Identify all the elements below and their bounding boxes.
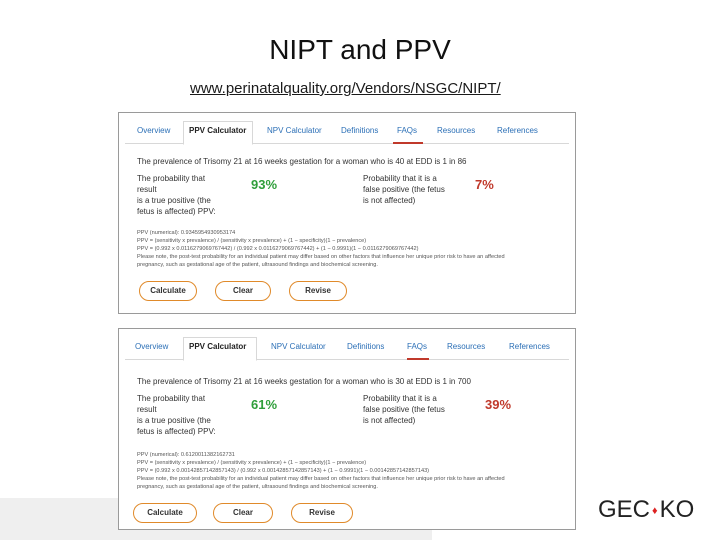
calculate-button[interactable]: Calculate — [139, 281, 197, 301]
revise-button[interactable]: Revise — [289, 281, 347, 301]
calc-line: PPV = (0.992 x 0.0116279069767442) / (0.992 x 0.0116279069767442) + (1 − 0.9991)(1 − 0.0116279069767442) — [137, 246, 419, 252]
faqs-underline — [407, 358, 429, 360]
logo-text-left: GEC — [598, 496, 651, 523]
prevalence-text: The prevalence of Trisomy 21 at 16 weeks gestation for a woman who is 40 at EDD is 1 in 86 — [137, 157, 467, 166]
calc-line: PPV = (sensitivity x prevalence) / (sensitivity x prevalence) + (1 − specificity)(1 − prevalence) — [137, 460, 367, 466]
calc-line: Please note, the post-test probability for an individual patient may differ based on other factors that influence her unique prior risk to have an affected — [137, 476, 505, 482]
calculation-details — [137, 451, 565, 491]
tab-npv-calculator[interactable]: NPV Calculator — [271, 342, 326, 351]
true-positive-label-line: is a true positive (the — [137, 416, 211, 425]
false-positive-label-line: Probability that it is a — [363, 394, 437, 403]
true-positive-label-line: is a true positive (the — [137, 196, 211, 205]
calc-line: PPV (numerical): 0.6120011382162731 — [137, 452, 235, 458]
tab-resources[interactable]: Resources — [447, 342, 486, 351]
revise-button[interactable]: Revise — [291, 503, 353, 523]
true-positive-label-line: fetus is affected) PPV: — [137, 427, 216, 436]
false-positive-value: 7% — [475, 177, 494, 192]
true-positive-label — [137, 173, 221, 217]
tab-references[interactable]: References — [497, 126, 538, 135]
prevalence-text: The prevalence of Trisomy 21 at 16 weeks gestation for a woman who is 30 at EDD is 1 in 700 — [137, 377, 471, 386]
true-positive-label-line: fetus is affected) PPV: — [137, 207, 216, 216]
clear-button[interactable]: Clear — [215, 281, 271, 301]
true-positive-label-line: The probability that result — [137, 394, 206, 414]
calc-line: pregnancy, such as gestational age of the patient, ultrasound findings and biochemical screening. — [137, 262, 378, 268]
false-positive-label-line: false positive (the fetus — [363, 405, 445, 414]
tab-definitions[interactable]: Definitions — [341, 126, 379, 135]
true-positive-label — [137, 393, 221, 437]
tab-faqs[interactable]: FAQs — [407, 342, 428, 351]
true-positive-label-line: The probability that result — [137, 174, 206, 194]
ppv-calculator-panel-2 — [118, 328, 576, 530]
calc-line: PPV (numerical): 0.9345954930953174 — [137, 230, 236, 236]
false-positive-label-line: is not affected) — [363, 416, 416, 425]
calc-line: PPV = (0.992 x 0.00142857142857143) / (0.992 x 0.00142857142857143) + (1 − 0.9991)(1 − 0.00142857142857143) — [137, 468, 430, 474]
tab-npv-calculator[interactable]: NPV Calculator — [267, 126, 322, 135]
false-positive-label-line: Probability that it is a — [363, 174, 437, 183]
false-positive-label-line: false positive (the fetus — [363, 185, 445, 194]
tab-definitions[interactable]: Definitions — [347, 342, 385, 351]
tab-bar — [125, 121, 569, 144]
false-positive-label — [363, 393, 455, 426]
tab-resources[interactable]: Resources — [437, 126, 476, 135]
vendor-link[interactable]: www.perinatalquality.org/Vendors/NSGC/NIPT/ — [190, 80, 501, 97]
tab-overview[interactable]: Overview — [137, 126, 171, 135]
tab-bar — [125, 337, 569, 360]
calc-line: pregnancy, such as gestational age of the patient, ultrasound findings and biochemical screening. — [137, 484, 378, 490]
logo-text-right: KO — [659, 496, 695, 523]
slide-title: NIPT and PPV — [269, 34, 451, 65]
tab-overview[interactable]: Overview — [135, 342, 169, 351]
false-positive-value: 39% — [485, 397, 512, 412]
false-positive-label — [363, 173, 455, 206]
ppv-value: 61% — [251, 397, 278, 412]
maple-leaf-icon: ♦ — [652, 504, 658, 517]
faqs-underline — [393, 142, 423, 144]
calc-line: PPV = (sensitivity x prevalence) / (sensitivity x prevalence) + (1 − specificity)(1 − prevalence) — [137, 238, 367, 244]
tab-ppv-calculator[interactable]: PPV Calculator — [189, 126, 247, 135]
false-positive-label-line: is not affected) — [363, 196, 416, 205]
calculation-details — [137, 229, 565, 269]
calculate-button[interactable]: Calculate — [133, 503, 197, 523]
tab-references[interactable]: References — [509, 342, 550, 351]
ppv-calculator-panel-1 — [118, 112, 576, 314]
clear-button[interactable]: Clear — [213, 503, 273, 523]
ppv-value: 93% — [251, 177, 278, 192]
calc-line: Please note, the post-test probability for an individual patient may differ based on other factors that influence her unique prior risk to have an affected — [137, 254, 505, 260]
tab-faqs[interactable]: FAQs — [397, 126, 418, 135]
tab-ppv-calculator[interactable]: PPV Calculator — [189, 342, 247, 351]
gecko-logo — [598, 496, 694, 524]
